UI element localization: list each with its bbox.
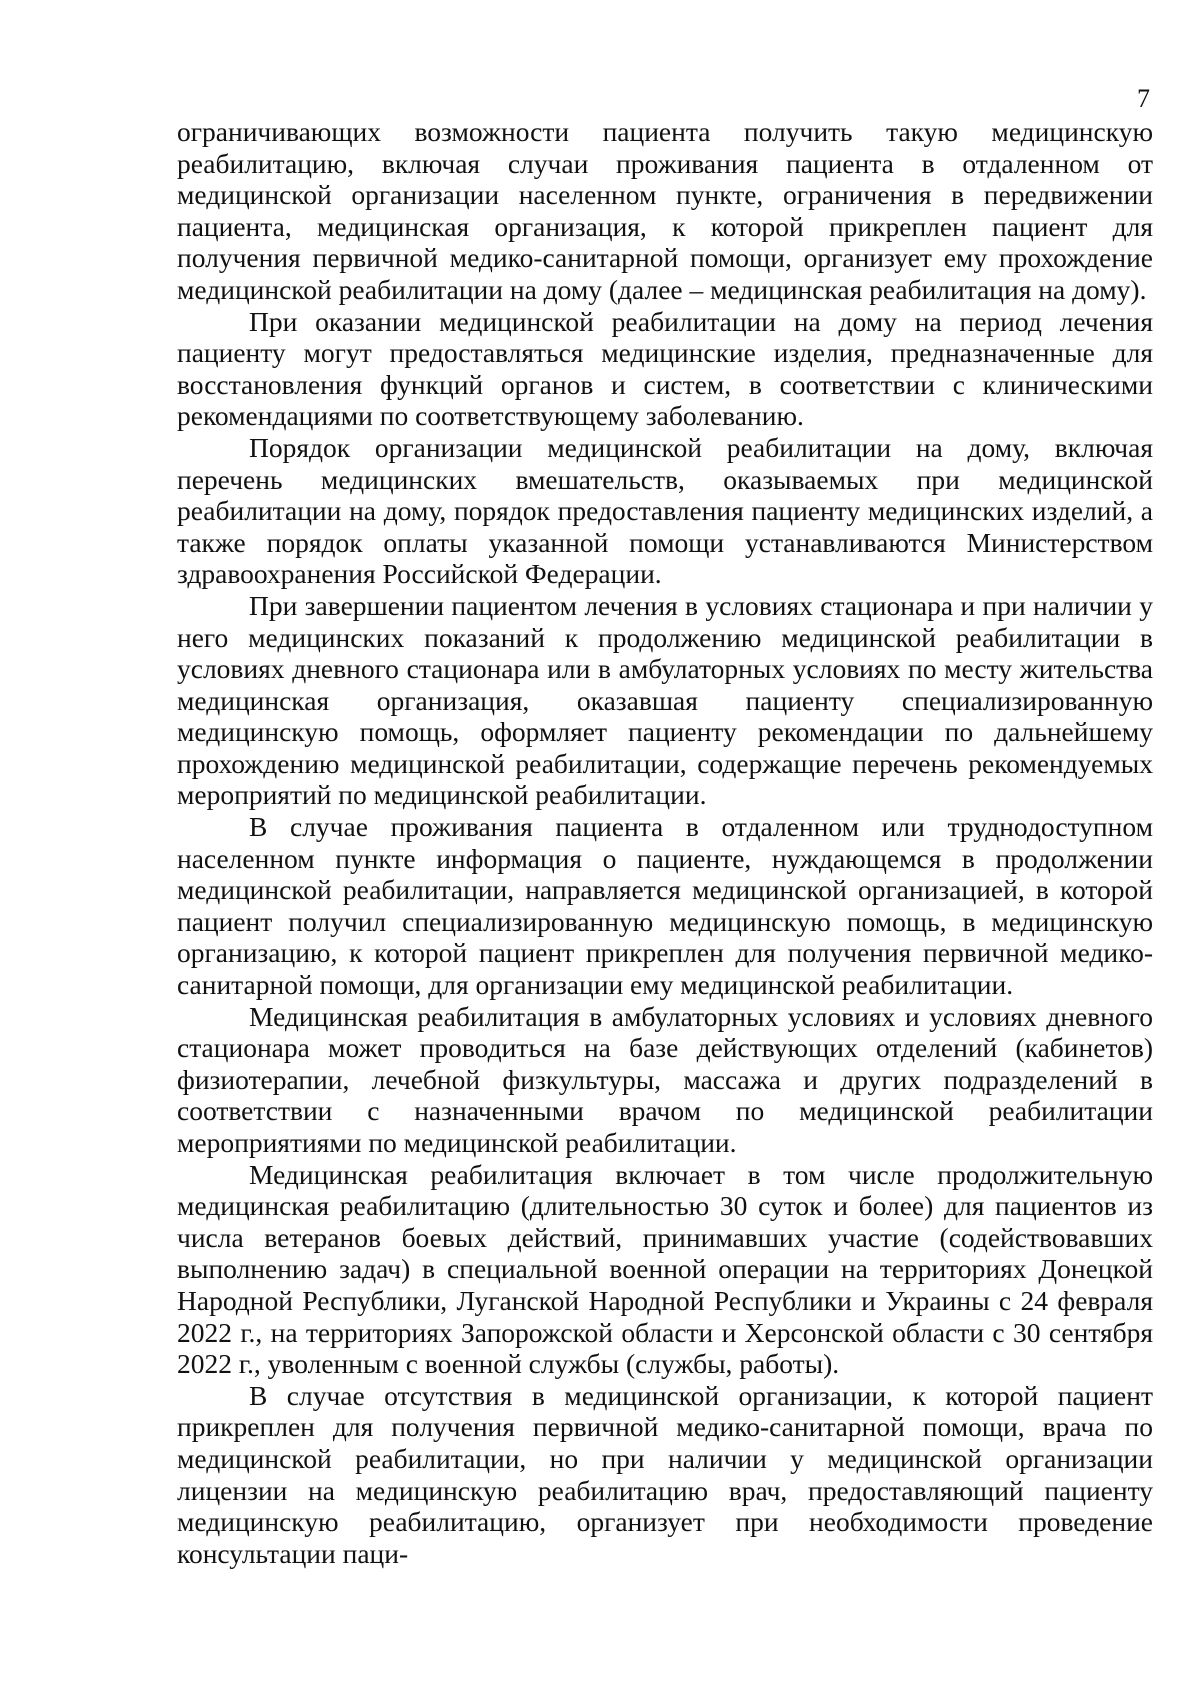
page-number: 7 — [1137, 84, 1150, 113]
paragraph-2: При оказании медицинской реабилитации на дому на период лечения пациенту могут предоставляться медицинские изделия, предназначенные для восстановления функций органов и систем, в соответствии с клиническими рекомендациями по соответствующему заболеванию. — [177, 305, 1153, 432]
paragraph-4: При завершении пациентом лечения в условиях стационара и при наличии у него медицинских показаний к продолжению медицинской реабилитации в условиях дневного стационара или в амбулаторных условиях по месту жительства медицинская организация, оказавшая пациенту специализированную медицинскую помощь, оформляет пациенту рекомендации по дальнейшему прохождению медицинской реабилитации, содержащие перечень рекомендуемых мероприятий по медицинской реабилитации. — [177, 589, 1153, 811]
paragraph-3: Порядок организации медицинской реабилитации на дому, включая перечень медицинских вмешательств, оказываемых при медицинской реабилитации на дому, порядок предоставления пациенту медицинских изделий, а также порядок оплаты указанной помощи устанавливаются Министерством здравоохранения Российской Федерации. — [177, 431, 1153, 590]
paragraph-7: Медицинская реабилитация включает в том числе продолжительную медицинская реабилитацию (длительностью 30 суток и более) для пациентов из числа ветеранов боевых действий, принимавших участие (содействовавших выполнению задач) в специальной военной операции на территориях Донецкой Народной Республики, Луганской Народной Республики и Украины с 24 февраля 2022 г., на территориях Запорожской области и Херсонской области с 30 сентября 2022 г., уволенным с военной службы (службы, работы). — [177, 1158, 1153, 1380]
document-body — [177, 116, 1153, 1569]
paragraph-6: Медицинская реабилитация в амбулаторных условиях и условиях дневного стационара может проводиться на базе действующих отделений (кабинетов) физиотерапии, лечебной физкультуры, массажа и других подразделений в соответствии с назначенными врачом по медицинской реабилитации мероприятиями по медицинской реабилитации. — [177, 1000, 1153, 1158]
paragraph-1: ограничивающих возможности пациента получить такую медицинскую реабилитацию, включая случаи проживания пациента в отдаленном от медицинской организации населенном пункте, ограничения в передвижении пациента, медицинская организация, к которой прикреплен пациент для получения первичной медико-санитарной помощи, организует ему прохождение медицинской реабилитации на дому (далее – медицинская реабилитация на дому). — [177, 116, 1153, 305]
paragraph-8: В случае отсутствия в медицинской организации, к которой пациент прикреплен для получения первичной медико-санитарной помощи, врача по медицинской реабилитации, но при наличии у медицинской организации лицензии на медицинскую реабилитацию врач, предоставляющий пациенту медицинскую реабилитацию, организует при необходимости проведение консультации паци- — [177, 1379, 1153, 1569]
paragraph-5: В случае проживания пациента в отдаленном или труднодоступном населенном пункте информация о пациенте, нуждающемся в продолжении медицинской реабилитации, направляется медицинской организацией, в которой пациент получил специализированную медицинскую помощь, в медицинскую организацию, к которой пациент прикреплен для получения первичной медико-санитарной помощи, для организации ему медицинской реабилитации. — [177, 811, 1153, 1001]
